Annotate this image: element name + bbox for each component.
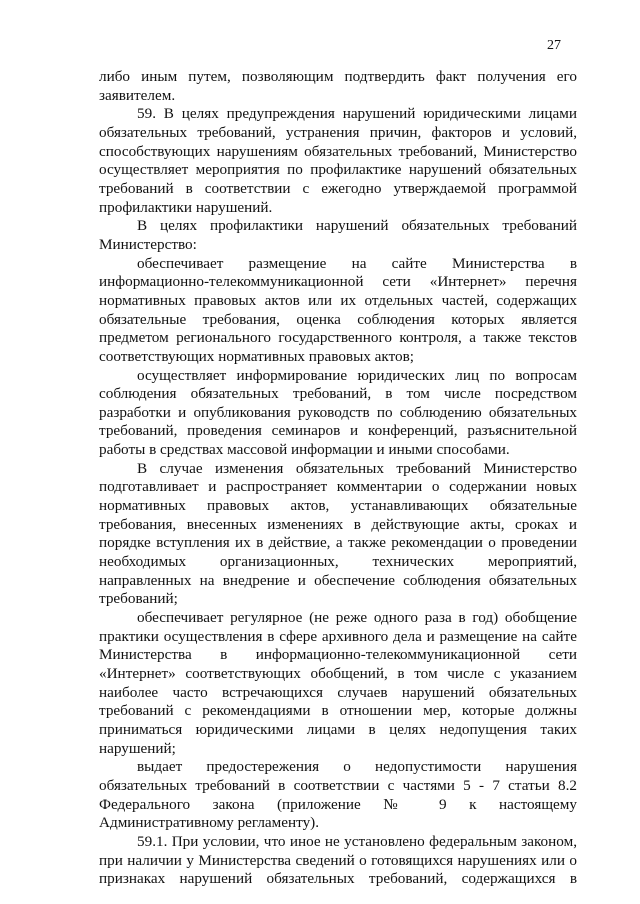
paragraph-practice-summary: обеспечивает регулярное (не реже одного раза в год) обобщение практики осуществления в сфере архивного дела и размещение на сайте Министерства в информационно-телекоммуникационной сети «Интернет» соответствующих обобщений, в том числе с указанием наиболее часто встречающихся случаев нарушений обязательных требований с рекомендациями в отношении мер, которые должны приниматься юридическими лицами в целях недопущения таких нарушений; (99, 609, 577, 757)
paragraph-59: 59. В целях предупреждения нарушений юридическими лицами обязательных требований, устранения причин, факторов и условий, способствующих нарушениям обязательных требований, Министерство осуществляет мероприятия по профилактике нарушений обязательных требований в соответствии с ежегодно утверждаемой программой профилактики нарушений. (99, 105, 577, 216)
paragraph-warnings: выдает предостережения о недопустимости нарушения обязательных требований в соответствии с частями 5 - 7 статьи 8.2 Федерального закона (приложение № 9 к настоящему Административному регламенту). (99, 758, 577, 832)
paragraph-59-1: 59.1. При условии, что иное не установлено федеральным законом, при наличии у Министерства сведений о готовящихся нарушениях или о признаках нарушений обязательных требований, содержащихся в (99, 832, 577, 888)
paragraph-publishing-acts: обеспечивает размещение на сайте Министерства в информационно-телекоммуникационной сети «Интернет» перечня нормативных правовых актов или их отдельных частей, содержащих обязательные требования, оценка соблюдения которых является предметом регионального государственного контроля, а также текстов соответствующих нормативных правовых актов; (99, 254, 577, 365)
paragraph-prevention-intro: В целях профилактики нарушений обязательных требований Министерство: (99, 217, 577, 253)
paragraph-comments-on-changes: В случае изменения обязательных требований Министерство подготавливает и распространяет комментарии о содержании новых нормативных правовых актов, устанавливающих обязательные требования, внесенных изменениях в действующие акты, сроках и порядке вступления их в действие, а также рекомендации о проведении необходимых организационных, технических мероприятий, направленных на внедрение и обеспечение соблюдения обязательных требований; (99, 459, 577, 608)
document-body (99, 68, 577, 889)
page-number: 27 (547, 38, 561, 53)
paragraph-informing: осуществляет информирование юридических лиц по вопросам соблюдения обязательных требований, в том числе посредством разработки и опубликования руководств по соблюдению обязательных требований, проведения семинаров и конференций, разъяснительной работы в средствах массовой информации и иными способами. (99, 366, 577, 459)
paragraph-continuation: либо иным путем, позволяющим подтвердить факт получения его заявителем. (99, 68, 577, 104)
